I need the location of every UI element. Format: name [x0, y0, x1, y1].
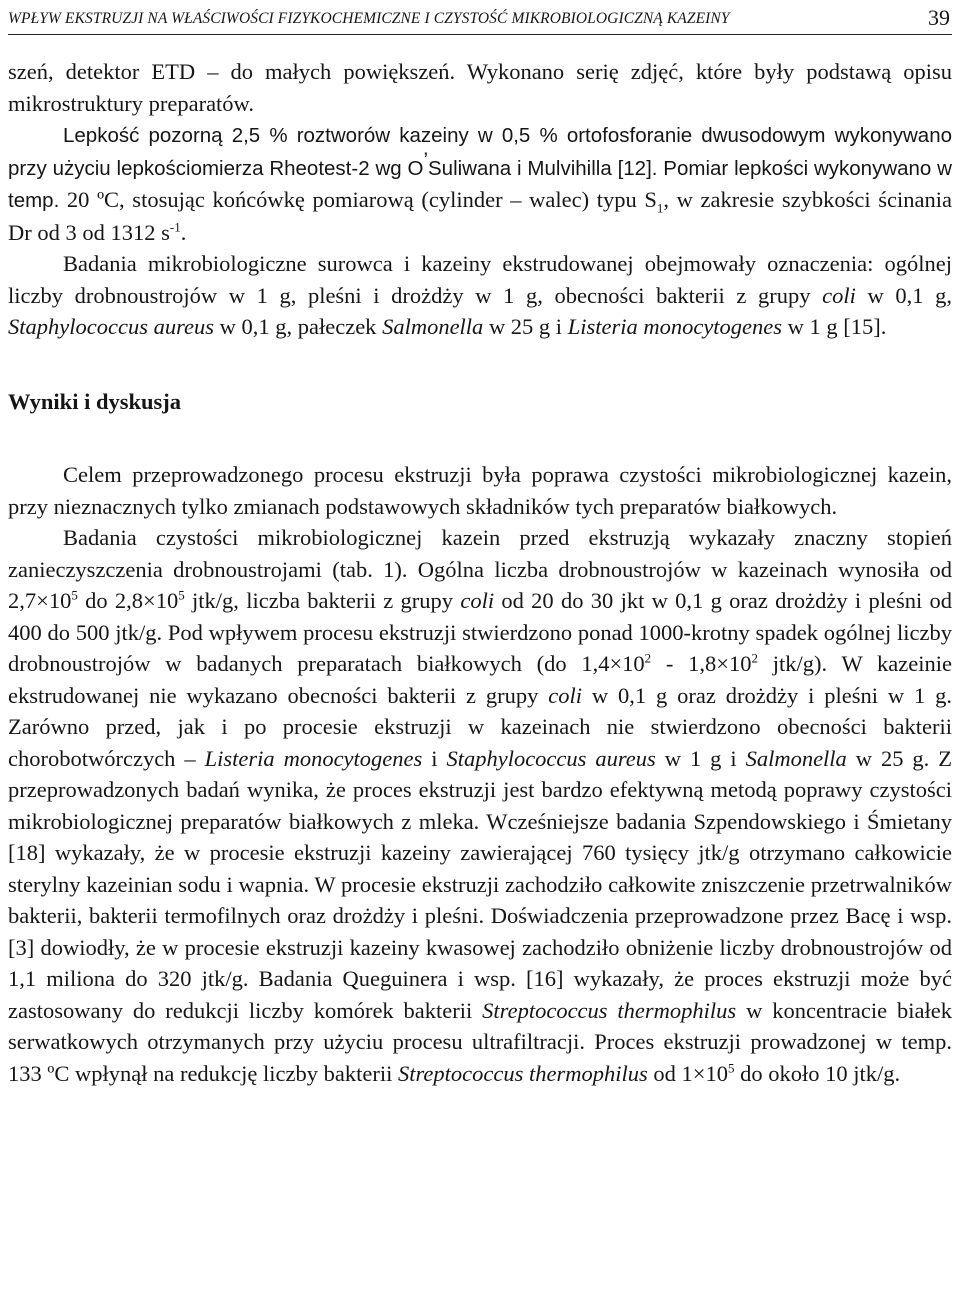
text-span: w koncentracie białek serwatkowych otrzymanych przy użyciu procesu ultrafiltracji. Proces ekstruzji prowadzonej w temp. 133 ºC wpłynął na redukcję liczby bakterii — [8, 997, 952, 1086]
text-span: w 1 g i — [655, 745, 746, 771]
text-span: Lepkość pozorną 2,5 % roztworów kazeiny w 0,5 % ortofosforanie dwusodowym wykonywano przy użyciu lepkościomierza Rheotest-2 wg O — [8, 124, 952, 180]
superscript: 5 — [178, 587, 185, 603]
text-span: 20 ºC, stosując końcówkę pomiarową (cylinder – walec) typu S — [59, 187, 657, 212]
taxon-name: Staphylococcus aureus — [8, 314, 214, 339]
text-span: do około 10 jtk/g. — [734, 1060, 901, 1086]
taxon-name: Streptococcus thermophilus — [397, 1060, 648, 1086]
apostrophe: ’ — [423, 148, 428, 171]
superscript: 5 — [71, 587, 78, 603]
taxon-name: coli — [548, 682, 582, 708]
taxon-name: coli — [822, 282, 856, 308]
taxon-name: Salmonella — [745, 745, 847, 771]
text-span: w 25 g i — [483, 314, 568, 339]
text-span: od 20 do 30 jkt w 0,1 g oraz drożdży i pleśni od 400 do 500 jtk/g. Pod wpływem procesu ekstruzji stwierdzono ponad 1000-krotny spadek ogólnej liczby drobnoustrojów w badanych preparatach białkowych (do 1,4×10 — [8, 588, 952, 676]
taxon-name: Listeria monocytogenes — [567, 314, 783, 339]
taxon-name: Staphylococcus aureus — [446, 745, 656, 771]
text-span: Celem przeprowadzonego procesu ekstruzji była poprawa czystości mikrobiologicznej kazein, przy nieznacznych tylko zmianach podstawowych składników tych preparatów białkowych. — [8, 462, 952, 519]
text-span: w 0,1 g oraz drożdży i pleśni w 1 g. Zarówno przed, jak i po procesie ekstruzji w kazeinach nie stwierdzono obecności bakterii chorobotwórczych – — [8, 682, 952, 771]
taxon-name: coli — [460, 588, 495, 613]
methods-paragraph-2 — [8, 119, 952, 248]
taxon-name: Listeria monocytogenes — [204, 745, 423, 771]
text-span: Suliwana i Mulvihilla [12]. Pomiar lepkości wykonywano w temp. — [8, 156, 952, 212]
text-span: jtk/g). W kazeinie ekstrudowanej nie wykazano obecności bakterii z grupy — [8, 651, 953, 708]
text-span: w 1 g [15]. — [782, 314, 887, 339]
text-span: szeń, detektor ETD – do małych powiększeń. Wykonano serię zdjęć, które były podstawą opisu mikrostruktury preparatów. — [8, 59, 952, 116]
superscript: 2 — [751, 650, 758, 666]
methods-paragraph-3 — [8, 248, 952, 343]
section-heading: Wyniki i dyskusja — [8, 388, 181, 414]
text-span: w 0,1 g, — [855, 282, 952, 308]
page-body — [8, 56, 952, 1089]
superscript: -1 — [169, 219, 181, 234]
taxon-name: Salmonella — [382, 314, 484, 339]
results-paragraph-1 — [8, 459, 952, 522]
running-title: WPŁYW EKSTRUZJI NA WŁAŚCIWOŚCI FIZYKOCHEMICZNE I CZYSTOŚĆ MIKROBIOLOGICZNĄ KAZEINY — [8, 10, 730, 27]
running-header — [8, 4, 952, 35]
subscript: 1 — [656, 200, 664, 216]
text-span: , w zakresie szybkości ścinania Dr od 3 od 1312 s — [8, 187, 952, 245]
text-span: w 0,1 g, pałeczek — [214, 314, 383, 339]
text-span: . — [180, 219, 187, 245]
methods-paragraph-1 — [8, 56, 952, 119]
text-span: do 2,8×10 — [77, 588, 179, 613]
text-span: i — [422, 745, 447, 771]
superscript: 2 — [644, 650, 652, 666]
text-span: w 25 g. Z przeprowadzonych badań wynika, że proces ekstruzji jest bardzo efektywną metodą poprawy czystości mikrobiologicznej preparatów białkowych z mleka. Wcześniejsze badania Szpendowskiego i Śmietany [18] wykazały, że w procesie ekstruzji kazeiny zawierającej 760 tysięcy jtk/g otrzymano całkowicie sterylny kazeinian sodu i wapnia. W procesie ekstruzji zachodziło całkowite zniszczenie przetrwalników bakterii, bakterii termofilnych oraz drożdży i pleśni. Doświadczenia przeprowadzone przez Bacę i wsp. [3] dowiodły, że w procesie ekstruzji kazeiny kwasowej zachodziło obniżenie liczby drobnoustrojów od 1,1 miliona do 320 jtk/g. Badania Queguinera i wsp. [16] wykazały, że proces ekstruzji może być zastosowany do redukcji liczby komórek bakterii — [8, 745, 953, 1023]
page-number: 39 — [928, 5, 950, 30]
superscript: 5 — [727, 1060, 735, 1075]
results-paragraph-2 — [8, 522, 952, 1089]
taxon-name: Streptococcus thermophilus — [482, 997, 737, 1023]
text-span: od 1×10 — [647, 1060, 728, 1086]
text-span: jtk/g, liczba bakterii z grupy — [184, 588, 461, 613]
text-span: - 1,8×10 — [651, 651, 752, 676]
text-span: Badania mikrobiologiczne surowca i kazeiny ekstrudowanej obejmowały oznaczenia: ogólnej liczby drobnoustrojów w 1 g, pleśni i drożdży w 1 g, obecności bakterii z grupy — [8, 251, 952, 308]
text-span: Badania czystości mikrobiologicznej kazein przed ekstruzją wykazały znaczny stopień zanieczyszczenia drobnoustrojami (tab. 1). Ogólna liczba drobnoustrojów w kazeinach wynosiła od 2,7×10 — [8, 525, 952, 613]
